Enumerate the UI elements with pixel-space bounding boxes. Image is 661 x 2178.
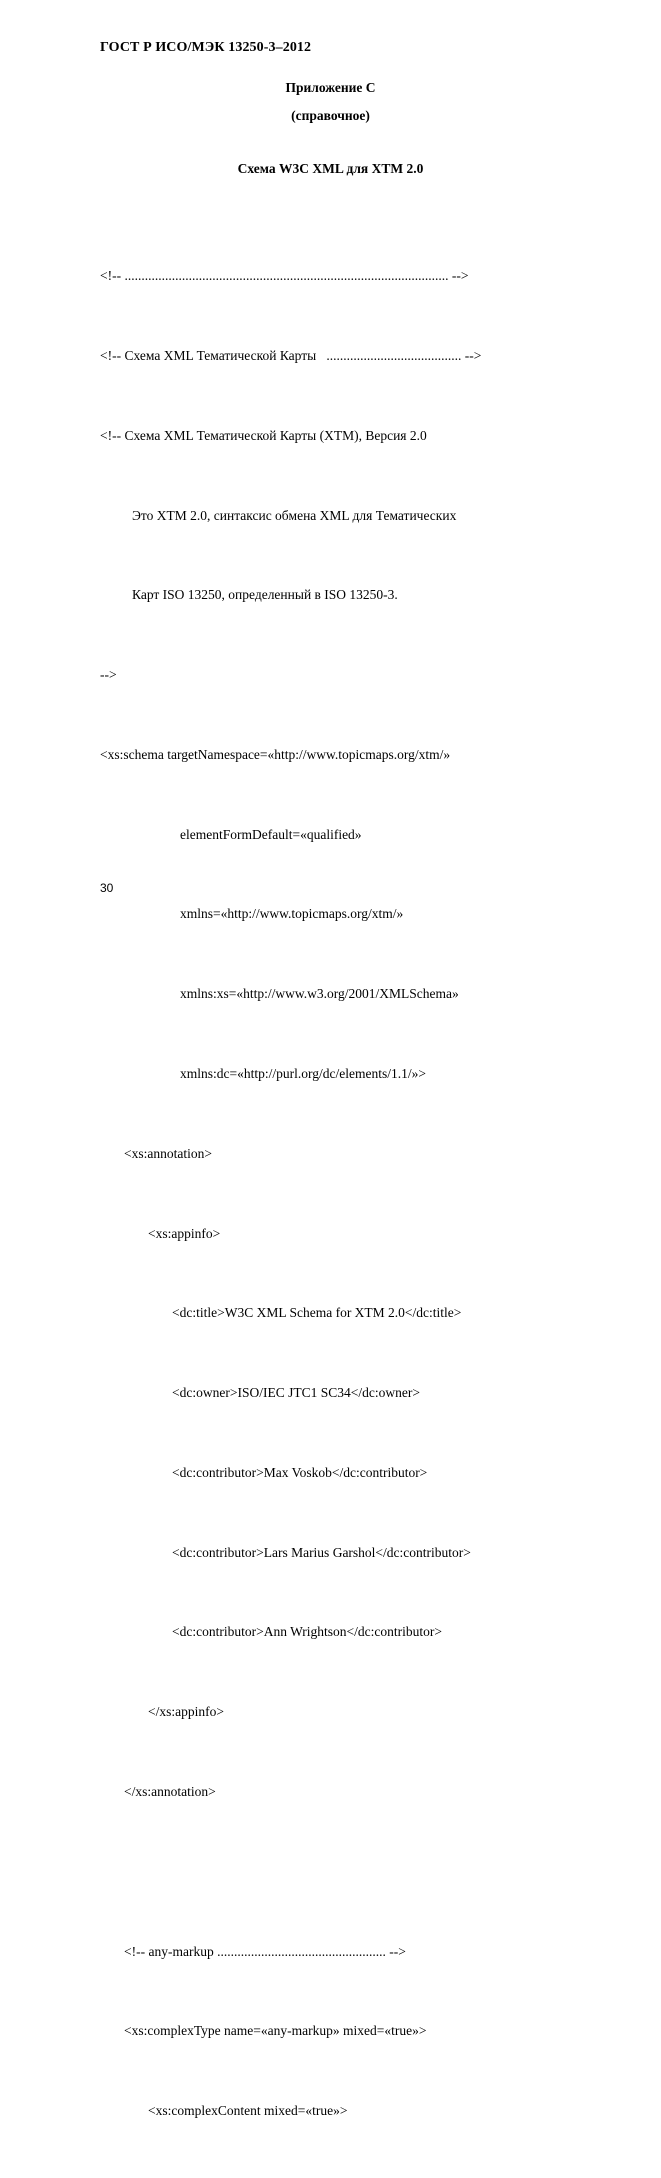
code-line: <!-- Схема XML Тематической Карты (XTM), Версия 2.0 <box>100 427 427 443</box>
code-line: <!-- ................................................................................................ --> <box>100 268 469 284</box>
annex-title: Приложение С <box>285 80 376 95</box>
code-line: <xs:annotation> <box>124 1145 212 1161</box>
code-line: elementFormDefault=«qualified» <box>180 826 362 842</box>
code-line: --> <box>100 667 117 683</box>
xml-schema-listing <box>100 210 640 2178</box>
code-line: </xs:appinfo> <box>148 1704 224 1720</box>
code-line: Это XTM 2.0, синтаксис обмена XML для Тематических <box>132 507 457 523</box>
code-line: <xs:complexType name=«any-markup» mixed=«true»> <box>124 2023 427 2039</box>
code-line <box>100 1859 640 1886</box>
page-number: 30 <box>100 881 114 895</box>
code-line: <dc:contributor>Max Voskob</dc:contributor> <box>172 1464 428 1480</box>
code-line: xmlns:dc=«http://purl.org/dc/elements/1.1/»> <box>180 1066 426 1081</box>
code-line: <xs:appinfo> <box>148 1225 221 1241</box>
code-line: xmlns=«http://www.topicmaps.org/xtm/» <box>180 906 404 922</box>
code-line: <xs:schema targetNamespace=«http://www.topicmaps.org/xtm/» <box>100 746 451 762</box>
code-line: <!-- any-markup .................................................. --> <box>124 1943 406 1959</box>
code-line: Карт ISO 13250, определенный в ISO 13250-3. <box>132 587 398 603</box>
standard-header: ГОСТ Р ИСО/МЭК 13250-3–2012 <box>100 40 312 55</box>
code-line: xmlns:xs=«http://www.w3.org/2001/XMLSchema» <box>180 986 459 1002</box>
code-line: </xs:annotation> <box>124 1784 216 1800</box>
code-line: <dc:title>W3C XML Schema for XTM 2.0</dc:title> <box>172 1305 462 1321</box>
code-line: <dc:owner>ISO/IEC JTC1 SC34</dc:owner> <box>172 1385 420 1401</box>
code-line: <dc:contributor>Lars Marius Garshol</dc:contributor> <box>172 1544 471 1560</box>
code-line: <!-- Схема XML Тематической Карты ........................................ --> <box>100 347 482 363</box>
annex-type: (справочное) <box>291 108 370 123</box>
code-line: <dc:contributor>Ann Wrightson</dc:contributor> <box>172 1624 442 1640</box>
code-line: <xs:complexContent mixed=«true»> <box>148 2103 348 2119</box>
schema-title: Схема W3C XML для XTM 2.0 <box>237 161 424 176</box>
